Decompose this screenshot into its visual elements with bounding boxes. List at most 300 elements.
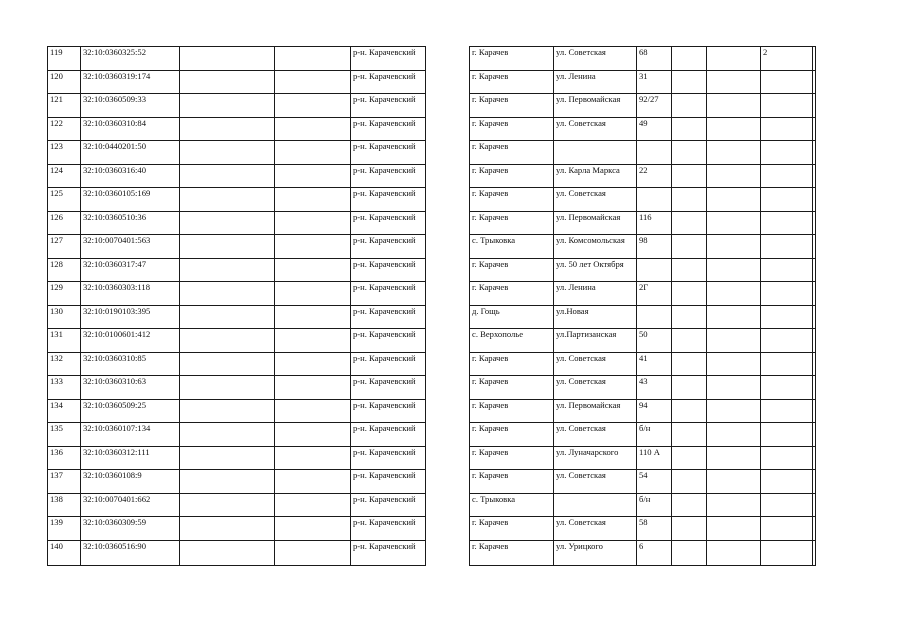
- empty-cell: [672, 94, 707, 118]
- locality-cell: г. Карачев: [470, 540, 554, 565]
- empty-cell: [813, 235, 816, 259]
- empty-cell: [275, 235, 351, 259]
- empty-cell: [275, 493, 351, 517]
- empty-cell: [180, 470, 275, 494]
- cadastral-number-cell: 32:10:0360510:36: [81, 211, 180, 235]
- empty-cell: [180, 211, 275, 235]
- empty-cell: [813, 211, 816, 235]
- house-number-cell: 41: [637, 352, 672, 376]
- table-row: [48, 493, 816, 517]
- locality-cell: г. Карачев: [470, 517, 554, 541]
- locality-cell: г. Карачев: [470, 141, 554, 165]
- gap-cell: [426, 282, 470, 306]
- empty-cell: [672, 47, 707, 71]
- gap-cell: [426, 329, 470, 353]
- empty-cell: [707, 470, 761, 494]
- empty-cell: [275, 423, 351, 447]
- empty-cell: [707, 70, 761, 94]
- empty-cell: [672, 258, 707, 282]
- empty-cell: [180, 446, 275, 470]
- empty-cell: [275, 70, 351, 94]
- district-cell: р-н. Карачевский: [351, 423, 426, 447]
- extra-value-cell: [761, 517, 813, 541]
- gap-cell: [426, 94, 470, 118]
- empty-cell: [275, 47, 351, 71]
- street-cell: ул. Советская: [554, 376, 637, 400]
- district-cell: р-н. Карачевский: [351, 47, 426, 71]
- cadastral-number-cell: 32:10:0440201:50: [81, 141, 180, 165]
- gap-cell: [426, 493, 470, 517]
- cadastral-number-cell: 32:10:0360303:118: [81, 282, 180, 306]
- street-cell: [554, 493, 637, 517]
- house-number-cell: 50: [637, 329, 672, 353]
- locality-cell: с. Трыковка: [470, 235, 554, 259]
- gap-cell: [426, 258, 470, 282]
- gap-cell: [426, 211, 470, 235]
- locality-cell: г. Карачев: [470, 423, 554, 447]
- empty-cell: [707, 329, 761, 353]
- extra-value-cell: [761, 352, 813, 376]
- gap-cell: [426, 164, 470, 188]
- cadastral-number-cell: 32:10:0360516:90: [81, 540, 180, 565]
- cadastral-number-cell: 32:10:0360312:111: [81, 446, 180, 470]
- extra-value-cell: [761, 141, 813, 165]
- row-number-cell: 135: [48, 423, 81, 447]
- house-number-cell: 116: [637, 211, 672, 235]
- empty-cell: [275, 117, 351, 141]
- table-row: [48, 517, 816, 541]
- extra-value-cell: [761, 235, 813, 259]
- row-number-cell: 125: [48, 188, 81, 212]
- table-row: [48, 70, 816, 94]
- table-row: [48, 211, 816, 235]
- extra-value-cell: [761, 94, 813, 118]
- street-cell: ул. Советская: [554, 47, 637, 71]
- row-number-cell: 124: [48, 164, 81, 188]
- empty-cell: [275, 258, 351, 282]
- district-cell: р-н. Карачевский: [351, 352, 426, 376]
- gap-cell: [426, 399, 470, 423]
- extra-value-cell: [761, 258, 813, 282]
- extra-value-cell: [761, 329, 813, 353]
- empty-cell: [707, 423, 761, 447]
- district-cell: р-н. Карачевский: [351, 517, 426, 541]
- district-cell: р-н. Карачевский: [351, 470, 426, 494]
- cadastral-number-cell: 32:10:0100601:412: [81, 329, 180, 353]
- gap-cell: [426, 376, 470, 400]
- extra-value-cell: [761, 117, 813, 141]
- empty-cell: [672, 211, 707, 235]
- house-number-cell: 110 А: [637, 446, 672, 470]
- locality-cell: с. Верхополье: [470, 329, 554, 353]
- row-number-cell: 131: [48, 329, 81, 353]
- empty-cell: [180, 47, 275, 71]
- empty-cell: [180, 258, 275, 282]
- gap-cell: [426, 540, 470, 565]
- district-cell: р-н. Карачевский: [351, 188, 426, 212]
- row-number-cell: 122: [48, 117, 81, 141]
- empty-cell: [672, 282, 707, 306]
- district-cell: р-н. Карачевский: [351, 329, 426, 353]
- empty-cell: [275, 141, 351, 165]
- empty-cell: [813, 423, 816, 447]
- cadastral-number-cell: 32:10:0360509:33: [81, 94, 180, 118]
- extra-value-cell: [761, 70, 813, 94]
- empty-cell: [813, 493, 816, 517]
- row-number-cell: 120: [48, 70, 81, 94]
- extra-value-cell: [761, 211, 813, 235]
- empty-cell: [672, 352, 707, 376]
- cadastral-number-cell: 32:10:0360325:52: [81, 47, 180, 71]
- empty-cell: [672, 423, 707, 447]
- empty-cell: [180, 399, 275, 423]
- empty-cell: [275, 329, 351, 353]
- district-cell: р-н. Карачевский: [351, 258, 426, 282]
- table-row: [48, 282, 816, 306]
- table-row: [48, 188, 816, 212]
- locality-cell: г. Карачев: [470, 446, 554, 470]
- empty-cell: [813, 117, 816, 141]
- district-cell: р-н. Карачевский: [351, 376, 426, 400]
- street-cell: ул. Луначарского: [554, 446, 637, 470]
- empty-cell: [275, 446, 351, 470]
- empty-cell: [813, 141, 816, 165]
- district-cell: р-н. Карачевский: [351, 94, 426, 118]
- empty-cell: [672, 493, 707, 517]
- gap-cell: [426, 235, 470, 259]
- table-row: [48, 94, 816, 118]
- empty-cell: [813, 399, 816, 423]
- empty-cell: [180, 141, 275, 165]
- empty-cell: [180, 282, 275, 306]
- locality-cell: г. Карачев: [470, 352, 554, 376]
- row-number-cell: 134: [48, 399, 81, 423]
- empty-cell: [707, 211, 761, 235]
- house-number-cell: [637, 141, 672, 165]
- street-cell: ул. Карла Маркса: [554, 164, 637, 188]
- extra-value-cell: [761, 399, 813, 423]
- street-cell: [554, 141, 637, 165]
- empty-cell: [813, 540, 816, 565]
- empty-cell: [672, 540, 707, 565]
- empty-cell: [707, 164, 761, 188]
- empty-cell: [813, 47, 816, 71]
- extra-value-cell: [761, 376, 813, 400]
- empty-cell: [275, 94, 351, 118]
- gap-cell: [426, 70, 470, 94]
- district-cell: р-н. Карачевский: [351, 164, 426, 188]
- extra-value-cell: [761, 493, 813, 517]
- cadastral-number-cell: 32:10:0360509:25: [81, 399, 180, 423]
- empty-cell: [672, 70, 707, 94]
- extra-value-cell: [761, 540, 813, 565]
- cadastral-number-cell: 32:10:0360316:40: [81, 164, 180, 188]
- house-number-cell: 31: [637, 70, 672, 94]
- empty-cell: [813, 352, 816, 376]
- empty-cell: [275, 282, 351, 306]
- street-cell: ул.Партизанская: [554, 329, 637, 353]
- district-cell: р-н. Карачевский: [351, 446, 426, 470]
- table-row: [48, 423, 816, 447]
- locality-cell: г. Карачев: [470, 47, 554, 71]
- locality-cell: г. Карачев: [470, 117, 554, 141]
- row-number-cell: 133: [48, 376, 81, 400]
- empty-cell: [180, 329, 275, 353]
- empty-cell: [275, 470, 351, 494]
- gap-cell: [426, 446, 470, 470]
- locality-cell: г. Карачев: [470, 258, 554, 282]
- cadastral-number-cell: 32:10:0360309:59: [81, 517, 180, 541]
- row-number-cell: 129: [48, 282, 81, 306]
- empty-cell: [672, 446, 707, 470]
- table-row: [48, 376, 816, 400]
- empty-cell: [813, 70, 816, 94]
- empty-cell: [813, 94, 816, 118]
- cadastral-number-cell: 32:10:0190103:395: [81, 305, 180, 329]
- gap-cell: [426, 470, 470, 494]
- table-body: [48, 47, 816, 566]
- street-cell: ул.Новая: [554, 305, 637, 329]
- empty-cell: [813, 470, 816, 494]
- empty-cell: [707, 517, 761, 541]
- house-number-cell: б/н: [637, 493, 672, 517]
- table-row: [48, 141, 816, 165]
- gap-cell: [426, 141, 470, 165]
- locality-cell: г. Карачев: [470, 188, 554, 212]
- empty-cell: [813, 282, 816, 306]
- empty-cell: [707, 117, 761, 141]
- locality-cell: г. Карачев: [470, 164, 554, 188]
- street-cell: ул. Урицкого: [554, 540, 637, 565]
- district-cell: р-н. Карачевский: [351, 141, 426, 165]
- street-cell: ул. Советская: [554, 188, 637, 212]
- house-number-cell: 22: [637, 164, 672, 188]
- extra-value-cell: [761, 470, 813, 494]
- row-number-cell: 128: [48, 258, 81, 282]
- house-number-cell: 54: [637, 470, 672, 494]
- empty-cell: [813, 376, 816, 400]
- row-number-cell: 126: [48, 211, 81, 235]
- district-cell: р-н. Карачевский: [351, 399, 426, 423]
- street-cell: ул. Ленина: [554, 70, 637, 94]
- empty-cell: [275, 517, 351, 541]
- table-row: [48, 47, 816, 71]
- cadastral-number-cell: 32:10:0360317:47: [81, 258, 180, 282]
- cadastral-number-cell: 32:10:0360310:63: [81, 376, 180, 400]
- gap-cell: [426, 352, 470, 376]
- empty-cell: [180, 517, 275, 541]
- empty-cell: [707, 235, 761, 259]
- street-cell: ул. Советская: [554, 423, 637, 447]
- cadastral-number-cell: 32:10:0360107:134: [81, 423, 180, 447]
- table-row: [48, 446, 816, 470]
- table-row: [48, 540, 816, 565]
- gap-cell: [426, 305, 470, 329]
- extra-value-cell: [761, 423, 813, 447]
- house-number-cell: 2Г: [637, 282, 672, 306]
- empty-cell: [813, 517, 816, 541]
- table-row: [48, 329, 816, 353]
- cadastral-number-cell: 32:10:0360319:174: [81, 70, 180, 94]
- table-row: [48, 258, 816, 282]
- extra-value-cell: [761, 164, 813, 188]
- table-row: [48, 164, 816, 188]
- table-row: [48, 305, 816, 329]
- gap-cell: [426, 188, 470, 212]
- cadastral-number-cell: 32:10:0070401:662: [81, 493, 180, 517]
- empty-cell: [275, 211, 351, 235]
- empty-cell: [275, 188, 351, 212]
- street-cell: ул. Первомайская: [554, 94, 637, 118]
- empty-cell: [813, 305, 816, 329]
- empty-cell: [707, 305, 761, 329]
- empty-cell: [180, 70, 275, 94]
- cadastral-number-cell: 32:10:0360310:85: [81, 352, 180, 376]
- cadastral-number-cell: 32:10:0070401:563: [81, 235, 180, 259]
- house-number-cell: 49: [637, 117, 672, 141]
- locality-cell: г. Карачев: [470, 282, 554, 306]
- empty-cell: [707, 540, 761, 565]
- row-number-cell: 121: [48, 94, 81, 118]
- empty-cell: [672, 376, 707, 400]
- empty-cell: [180, 117, 275, 141]
- gap-cell: [426, 423, 470, 447]
- row-number-cell: 127: [48, 235, 81, 259]
- empty-cell: [180, 540, 275, 565]
- row-number-cell: 119: [48, 47, 81, 71]
- empty-cell: [707, 376, 761, 400]
- empty-cell: [180, 493, 275, 517]
- district-cell: р-н. Карачевский: [351, 493, 426, 517]
- street-cell: ул. Советская: [554, 517, 637, 541]
- empty-cell: [672, 188, 707, 212]
- row-number-cell: 132: [48, 352, 81, 376]
- empty-cell: [180, 188, 275, 212]
- empty-cell: [707, 141, 761, 165]
- empty-cell: [707, 282, 761, 306]
- district-cell: р-н. Карачевский: [351, 305, 426, 329]
- row-number-cell: 130: [48, 305, 81, 329]
- district-cell: р-н. Карачевский: [351, 282, 426, 306]
- house-number-cell: 68: [637, 47, 672, 71]
- house-number-cell: 94: [637, 399, 672, 423]
- street-cell: ул. 50 лет Октября: [554, 258, 637, 282]
- empty-cell: [180, 164, 275, 188]
- empty-cell: [275, 376, 351, 400]
- empty-cell: [275, 164, 351, 188]
- extra-value-cell: [761, 282, 813, 306]
- empty-cell: [180, 376, 275, 400]
- street-cell: ул. Советская: [554, 117, 637, 141]
- table-row: [48, 470, 816, 494]
- house-number-cell: 43: [637, 376, 672, 400]
- house-number-cell: [637, 258, 672, 282]
- street-cell: ул. Ленина: [554, 282, 637, 306]
- locality-cell: г. Карачев: [470, 94, 554, 118]
- row-number-cell: 140: [48, 540, 81, 565]
- empty-cell: [672, 305, 707, 329]
- empty-cell: [275, 399, 351, 423]
- cadastral-number-cell: 32:10:0360108:9: [81, 470, 180, 494]
- street-cell: ул. Советская: [554, 352, 637, 376]
- empty-cell: [180, 305, 275, 329]
- house-number-cell: 92/27: [637, 94, 672, 118]
- empty-cell: [813, 329, 816, 353]
- empty-cell: [707, 446, 761, 470]
- row-number-cell: 138: [48, 493, 81, 517]
- empty-cell: [180, 423, 275, 447]
- empty-cell: [707, 352, 761, 376]
- locality-cell: с. Трыковка: [470, 493, 554, 517]
- table-row: [48, 352, 816, 376]
- empty-cell: [672, 117, 707, 141]
- empty-cell: [813, 258, 816, 282]
- row-number-cell: 123: [48, 141, 81, 165]
- locality-cell: г. Карачев: [470, 211, 554, 235]
- street-cell: ул. Советская: [554, 470, 637, 494]
- house-number-cell: [637, 188, 672, 212]
- empty-cell: [275, 305, 351, 329]
- locality-cell: д. Гощь: [470, 305, 554, 329]
- gap-cell: [426, 47, 470, 71]
- row-number-cell: 137: [48, 470, 81, 494]
- gap-cell: [426, 517, 470, 541]
- district-cell: р-н. Карачевский: [351, 235, 426, 259]
- extra-value-cell: [761, 305, 813, 329]
- locality-cell: г. Карачев: [470, 399, 554, 423]
- house-number-cell: 6: [637, 540, 672, 565]
- empty-cell: [813, 446, 816, 470]
- property-register-table: [47, 46, 816, 566]
- empty-cell: [813, 188, 816, 212]
- extra-value-cell: [761, 446, 813, 470]
- house-number-cell: 98: [637, 235, 672, 259]
- empty-cell: [707, 47, 761, 71]
- locality-cell: г. Карачев: [470, 70, 554, 94]
- empty-cell: [672, 329, 707, 353]
- row-number-cell: 139: [48, 517, 81, 541]
- district-cell: р-н. Карачевский: [351, 540, 426, 565]
- empty-cell: [275, 352, 351, 376]
- house-number-cell: [637, 305, 672, 329]
- empty-cell: [180, 94, 275, 118]
- gap-cell: [426, 117, 470, 141]
- empty-cell: [672, 235, 707, 259]
- empty-cell: [707, 493, 761, 517]
- locality-cell: г. Карачев: [470, 376, 554, 400]
- cadastral-number-cell: 32:10:0360105:169: [81, 188, 180, 212]
- row-number-cell: 136: [48, 446, 81, 470]
- street-cell: ул. Первомайская: [554, 211, 637, 235]
- empty-cell: [672, 470, 707, 494]
- extra-value-cell: 2: [761, 47, 813, 71]
- empty-cell: [672, 517, 707, 541]
- table-row: [48, 235, 816, 259]
- empty-cell: [180, 352, 275, 376]
- cadastral-number-cell: 32:10:0360310:84: [81, 117, 180, 141]
- empty-cell: [275, 540, 351, 565]
- locality-cell: г. Карачев: [470, 470, 554, 494]
- empty-cell: [672, 141, 707, 165]
- extra-value-cell: [761, 188, 813, 212]
- empty-cell: [707, 399, 761, 423]
- empty-cell: [707, 258, 761, 282]
- empty-cell: [672, 164, 707, 188]
- district-cell: р-н. Карачевский: [351, 211, 426, 235]
- district-cell: р-н. Карачевский: [351, 70, 426, 94]
- house-number-cell: 58: [637, 517, 672, 541]
- empty-cell: [707, 94, 761, 118]
